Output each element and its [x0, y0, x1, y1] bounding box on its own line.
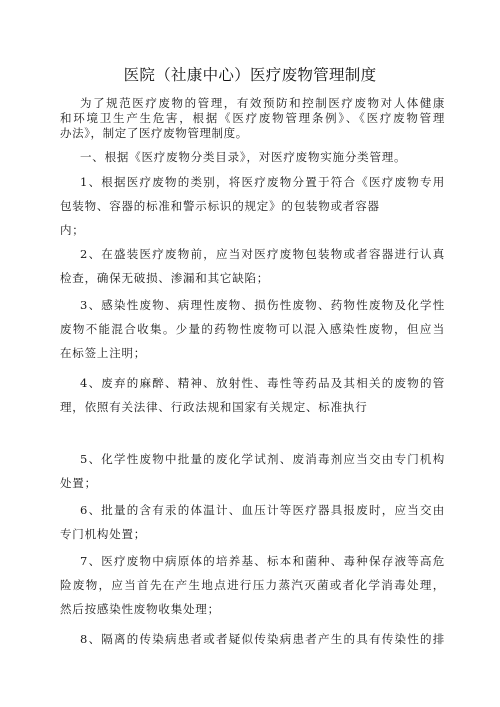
- list-item-8: [60, 627, 445, 651]
- text-line: 一、根据《医疗废物分类目录》，对医疗废物实施分类管理。: [80, 150, 407, 164]
- text-line: 为了规范医疗废物的管理，有效预防和控制医疗废物对人体健康: [80, 96, 445, 110]
- text-line: 废物不能混合收集。少量的药物性废物可以混入感染性废物，但应当: [60, 322, 445, 336]
- list-item-3: [60, 293, 445, 365]
- text-line: 包装物、容器的标准和警示标识的规定》的包装物或者容器: [60, 199, 380, 213]
- text-line: 办法》，制定了医疗废物管理制度。: [60, 126, 248, 140]
- text-line: 险废物，应当首先在产生地点进行压力蒸汽灭菌或者化学消毒处理，: [60, 578, 445, 592]
- text-line: 然后按感染性废物收集处理；: [60, 602, 220, 616]
- list-item-5: [60, 447, 445, 495]
- text-line: 4、废弃的麻醉、精神、放射性、毒性等药品及其相关的废物的管: [80, 376, 445, 390]
- text-line: 7、医疗废物中病原体的培养基、标本和菌种、毒种保存液等高危: [80, 554, 445, 568]
- text-line: 理，依照有关法律、行政法规和国家有关规定、标准执行: [60, 400, 368, 414]
- text-line: 1、根据医疗废物的类别，将医疗废物分置于符合《医疗废物专用: [80, 175, 445, 189]
- text-line: 检查，确保无破损、渗漏和其它缺陷；: [60, 271, 270, 285]
- section-heading-1: [60, 145, 445, 169]
- document-title: 医院（社康中心）医疗废物管理制度: [123, 66, 377, 84]
- text-line: 专门机构处置；: [60, 527, 147, 541]
- text-line: 8、隔离的传染病患者或者疑似传染病患者产生的具有传染性的排: [80, 632, 445, 646]
- text-line: 6、批量的含有汞的体温计、血压计等医疗器具报废时，应当交由: [80, 503, 445, 517]
- text-line: 在标签上注明；: [60, 346, 147, 360]
- text-line: 5、化学性废物中批量的废化学试剂、废消毒剂应当交由专门机构: [80, 452, 445, 466]
- list-item-7: [60, 549, 445, 621]
- list-item-6: [60, 498, 445, 546]
- text-line: 和环境卫生产生危害，根据《医疗废物管理条例》、《医疗废物管理: [60, 111, 445, 125]
- text-line: 内；: [60, 223, 85, 237]
- intro-paragraph: [60, 96, 445, 141]
- text-line: 2、在盛装医疗废物前，应当对医疗废物包装物或者容器进行认真: [80, 247, 445, 261]
- text-line: 3、感染性废物、病理性废物、损伤性废物、药物性废物及化学性: [80, 298, 445, 312]
- list-item-1: [60, 170, 445, 242]
- list-item-2: [60, 242, 445, 290]
- list-item-4: [60, 371, 445, 419]
- text-line: 处置；: [60, 476, 97, 490]
